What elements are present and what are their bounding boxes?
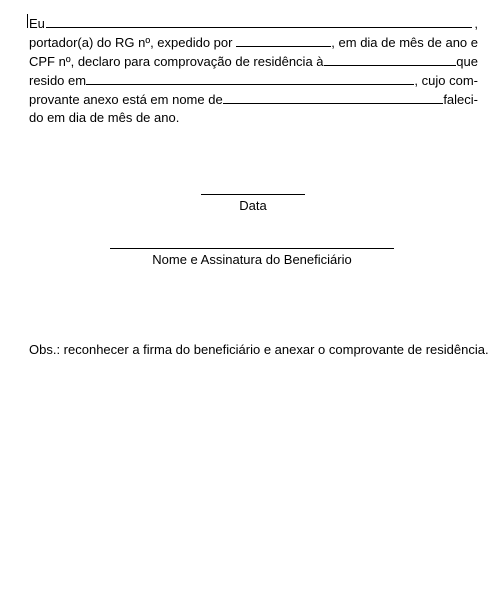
beneficiary-signature-line [110,248,394,249]
declaration-line-6 [29,110,478,126]
declaration-line1-end: , [474,16,478,31]
date-label: Data [239,198,267,213]
declaration-line-1 [29,15,478,31]
declaration-line-4 [29,72,478,88]
beneficiary-signature-label: Nome e Assinatura do Beneficiário [152,252,352,267]
declaration-line-3 [29,53,478,69]
faleci-text: faleci- [443,92,478,107]
address-blank [86,72,414,85]
text-cursor-bar [27,14,28,28]
date-signature-line [201,194,305,195]
declaration-line-5 [29,91,478,107]
owner-blank [223,91,444,104]
que-text: que [456,54,478,69]
resido-text: resido em [29,73,87,88]
observation-note: Obs.: reconhecer a firma do beneficiário e anexar o comprovante de residência. [29,342,489,357]
declaration-line-2 [29,34,478,50]
cujo-text: , cujo com- [414,73,478,88]
entity-blank [324,53,457,66]
issue-date-text: , em dia de mês de ano e [331,35,478,50]
declaration-start-text: Eu [29,16,45,31]
proof-owner-text: provante anexo está em nome de [29,92,223,107]
death-date-text: do em dia de mês de ano. [29,110,180,125]
cpf-declaration-text: CPF nº, declaro para comprovação de residência à [29,54,324,69]
name-blank [46,15,472,28]
issuer-blank [236,34,331,47]
rg-issuer-text: portador(a) do RG nº, expedido por [29,35,233,50]
